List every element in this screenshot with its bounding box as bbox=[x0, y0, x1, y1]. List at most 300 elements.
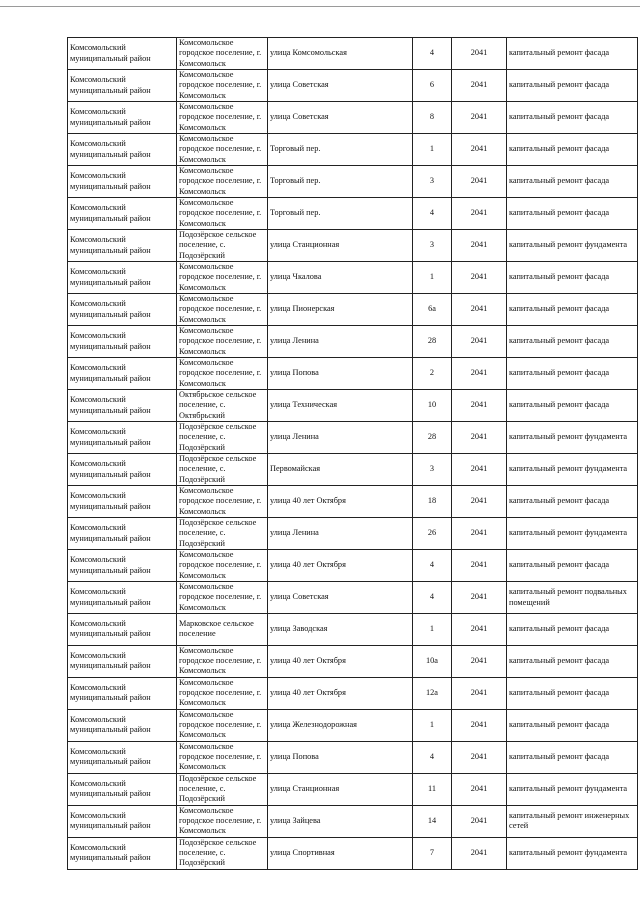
year-cell-text: 2041 bbox=[470, 368, 488, 378]
work-type-cell-text: капитальный ремонт фасада bbox=[509, 208, 610, 218]
street-cell-text: улица Комсомольская bbox=[270, 48, 347, 58]
settlement-cell-text: Подозёрское сельское поселение, с. Подозёрский bbox=[179, 454, 257, 484]
street-cell-text: улица Ленина bbox=[270, 336, 319, 346]
settlement-cell-text: Комсомольское городское поселение, г. Комсомольск bbox=[179, 262, 262, 292]
house-number-cell bbox=[413, 614, 452, 646]
street-cell-text: улица Ленина bbox=[270, 528, 319, 538]
house-number-cell-text: 28 bbox=[427, 336, 437, 346]
work-type-cell bbox=[507, 486, 638, 518]
settlement-cell-text: Комсомольское городское поселение, г. Комсомольск bbox=[179, 582, 262, 612]
settlement-cell-text: Подозёрское сельское поселение, с. Подозёрский bbox=[179, 230, 257, 260]
district-cell bbox=[68, 422, 177, 454]
work-type-cell bbox=[507, 70, 638, 102]
year-cell-text: 2041 bbox=[470, 336, 488, 346]
house-number-cell bbox=[413, 390, 452, 422]
table-row bbox=[68, 102, 638, 134]
street-cell bbox=[268, 518, 413, 550]
district-cell bbox=[68, 709, 177, 741]
house-number-cell bbox=[413, 230, 452, 262]
work-type-cell bbox=[507, 166, 638, 198]
street-cell-text: улица 40 лет Октября bbox=[270, 496, 346, 506]
house-number-cell bbox=[413, 645, 452, 677]
street-cell bbox=[268, 614, 413, 646]
house-number-cell bbox=[413, 550, 452, 582]
district-cell-text: Комсомольский муниципальный район bbox=[70, 75, 151, 95]
house-number-cell-text: 4 bbox=[429, 208, 435, 218]
district-cell bbox=[68, 741, 177, 773]
district-cell bbox=[68, 550, 177, 582]
year-cell bbox=[452, 422, 507, 454]
street-cell bbox=[268, 166, 413, 198]
street-cell-text: улица Заводская bbox=[270, 624, 328, 634]
year-cell-text: 2041 bbox=[470, 624, 488, 634]
house-number-cell bbox=[413, 326, 452, 358]
year-cell bbox=[452, 582, 507, 614]
street-cell-text: улица Зайцева bbox=[270, 815, 321, 825]
district-cell bbox=[68, 38, 177, 70]
year-cell bbox=[452, 741, 507, 773]
work-type-cell-text: капитальный ремонт фасада bbox=[509, 655, 610, 665]
year-cell bbox=[452, 454, 507, 486]
settlement-cell bbox=[177, 677, 268, 709]
work-type-cell-text: капитальный ремонт фундамента bbox=[509, 464, 628, 474]
table-row bbox=[68, 198, 638, 230]
table-row bbox=[68, 741, 638, 773]
house-number-cell-text: 1 bbox=[429, 624, 435, 634]
year-cell bbox=[452, 262, 507, 294]
settlement-cell-text: Комсомольское городское поселение, г. Комсомольск bbox=[179, 550, 262, 580]
year-cell-text: 2041 bbox=[470, 687, 488, 697]
house-number-cell bbox=[413, 805, 452, 837]
year-cell-text: 2041 bbox=[470, 208, 488, 218]
year-cell bbox=[452, 645, 507, 677]
settlement-cell bbox=[177, 390, 268, 422]
table-row bbox=[68, 230, 638, 262]
table-row bbox=[68, 454, 638, 486]
repair-schedule-table bbox=[67, 37, 638, 870]
street-cell bbox=[268, 454, 413, 486]
year-cell bbox=[452, 102, 507, 134]
district-cell-text: Комсомольский муниципальный район bbox=[70, 842, 151, 862]
house-number-cell bbox=[413, 422, 452, 454]
table-row bbox=[68, 550, 638, 582]
settlement-cell bbox=[177, 326, 268, 358]
district-cell-text: Комсомольский муниципальный район bbox=[70, 523, 151, 543]
house-number-cell-text: 1 bbox=[429, 719, 435, 729]
settlement-cell bbox=[177, 70, 268, 102]
work-type-cell bbox=[507, 102, 638, 134]
street-cell bbox=[268, 582, 413, 614]
table-row bbox=[68, 773, 638, 805]
street-cell-text: улица Попова bbox=[270, 368, 319, 378]
street-cell bbox=[268, 198, 413, 230]
street-cell-text: улица Станционная bbox=[270, 240, 340, 250]
work-type-cell bbox=[507, 358, 638, 390]
settlement-cell bbox=[177, 645, 268, 677]
settlement-cell bbox=[177, 837, 268, 869]
settlement-cell bbox=[177, 741, 268, 773]
work-type-cell bbox=[507, 677, 638, 709]
district-cell-text: Комсомольский муниципальный район bbox=[70, 139, 151, 159]
settlement-cell-text: Комсомольское городское поселение, г. Комсомольск bbox=[179, 166, 262, 196]
work-type-cell-text: капитальный ремонт фундамента bbox=[509, 847, 628, 857]
district-cell bbox=[68, 102, 177, 134]
district-cell-text: Комсомольский муниципальный район bbox=[70, 363, 151, 383]
work-type-cell-text: капитальный ремонт фасада bbox=[509, 336, 610, 346]
street-cell bbox=[268, 38, 413, 70]
house-number-cell bbox=[413, 741, 452, 773]
district-cell bbox=[68, 837, 177, 869]
settlement-cell bbox=[177, 709, 268, 741]
district-cell bbox=[68, 70, 177, 102]
district-cell bbox=[68, 645, 177, 677]
house-number-cell-text: 6а bbox=[428, 304, 436, 314]
district-cell-text: Комсомольский муниципальный район bbox=[70, 618, 151, 639]
scan-top-edge bbox=[0, 6, 640, 7]
street-cell-text: улица Станционная bbox=[270, 783, 340, 793]
table-row bbox=[68, 422, 638, 454]
work-type-cell-text: капитальный ремонт фасада bbox=[509, 48, 610, 58]
year-cell bbox=[452, 358, 507, 390]
house-number-cell bbox=[413, 166, 452, 198]
house-number-cell-text: 8 bbox=[429, 112, 435, 122]
street-cell-text: улица Техническая bbox=[270, 400, 338, 410]
house-number-cell-text: 1 bbox=[429, 144, 435, 154]
year-cell bbox=[452, 837, 507, 869]
work-type-cell bbox=[507, 198, 638, 230]
settlement-cell-text: Подозёрское сельское поселение, с. Подозёрский bbox=[179, 773, 257, 804]
settlement-cell bbox=[177, 454, 268, 486]
street-cell bbox=[268, 677, 413, 709]
street-cell-text: Первомайская bbox=[270, 464, 321, 474]
street-cell bbox=[268, 709, 413, 741]
work-type-cell bbox=[507, 837, 638, 869]
street-cell bbox=[268, 326, 413, 358]
street-cell-text: улица Советская bbox=[270, 80, 329, 90]
house-number-cell bbox=[413, 102, 452, 134]
district-cell-text: Комсомольский муниципальный район bbox=[70, 778, 151, 798]
street-cell-text: улица Чкалова bbox=[270, 272, 322, 282]
street-cell bbox=[268, 390, 413, 422]
year-cell bbox=[452, 326, 507, 358]
street-cell-text: улица Попова bbox=[270, 751, 319, 761]
house-number-cell-text: 3 bbox=[429, 176, 435, 186]
street-cell-text: улица Железнодорожная bbox=[270, 719, 357, 729]
district-cell bbox=[68, 486, 177, 518]
district-cell bbox=[68, 805, 177, 837]
house-number-cell bbox=[413, 709, 452, 741]
table-row bbox=[68, 614, 638, 646]
house-number-cell bbox=[413, 582, 452, 614]
street-cell bbox=[268, 773, 413, 805]
house-number-cell-text: 7 bbox=[429, 847, 435, 857]
district-cell bbox=[68, 518, 177, 550]
house-number-cell bbox=[413, 677, 452, 709]
settlement-cell-text: Комсомольское городское поселение, г. Комсомольск bbox=[179, 38, 262, 68]
year-cell-text: 2041 bbox=[470, 432, 488, 442]
work-type-cell-text: капитальный ремонт фасада bbox=[509, 272, 610, 282]
district-cell-text: Комсомольский муниципальный район bbox=[70, 555, 151, 575]
settlement-cell bbox=[177, 614, 268, 646]
house-number-cell bbox=[413, 837, 452, 869]
work-type-cell-text: капитальный ремонт фундамента bbox=[509, 783, 628, 793]
table-row bbox=[68, 294, 638, 326]
street-cell-text: Торговый пер. bbox=[270, 208, 321, 218]
year-cell bbox=[452, 134, 507, 166]
work-type-cell bbox=[507, 454, 638, 486]
house-number-cell-text: 18 bbox=[427, 496, 437, 506]
year-cell-text: 2041 bbox=[470, 464, 488, 474]
settlement-cell-text: Комсомольское городское поселение, г. Комсомольск bbox=[179, 805, 262, 836]
street-cell-text: улица 40 лет Октября bbox=[270, 560, 346, 570]
street-cell bbox=[268, 262, 413, 294]
year-cell bbox=[452, 198, 507, 230]
street-cell-text: Торговый пер. bbox=[270, 144, 321, 154]
work-type-cell bbox=[507, 645, 638, 677]
district-cell-text: Комсомольский муниципальный район bbox=[70, 587, 151, 607]
district-cell-text: Комсомольский муниципальный район bbox=[70, 682, 151, 702]
document-page bbox=[67, 37, 630, 870]
year-cell-text: 2041 bbox=[470, 592, 488, 602]
settlement-cell-text: Комсомольское городское поселение, г. Комсомольск bbox=[179, 741, 262, 772]
district-cell bbox=[68, 390, 177, 422]
street-cell-text: Торговый пер. bbox=[270, 176, 321, 186]
district-cell-text: Комсомольский муниципальный район bbox=[70, 107, 151, 127]
house-number-cell bbox=[413, 198, 452, 230]
work-type-cell bbox=[507, 134, 638, 166]
district-cell-text: Комсомольский муниципальный район bbox=[70, 427, 151, 447]
work-type-cell-text: капитальный ремонт фасада bbox=[509, 719, 610, 729]
street-cell-text: улица 40 лет Октября bbox=[270, 687, 346, 697]
house-number-cell-text: 11 bbox=[428, 783, 436, 793]
street-cell bbox=[268, 550, 413, 582]
year-cell-text: 2041 bbox=[470, 80, 488, 90]
year-cell bbox=[452, 390, 507, 422]
street-cell bbox=[268, 486, 413, 518]
house-number-cell bbox=[413, 294, 452, 326]
settlement-cell bbox=[177, 422, 268, 454]
house-number-cell bbox=[413, 518, 452, 550]
year-cell-text: 2041 bbox=[470, 496, 488, 506]
house-number-cell-text: 2 bbox=[429, 368, 435, 378]
settlement-cell-text: Комсомольское городское поселение, г. Комсомольск bbox=[179, 645, 262, 676]
district-cell-text: Комсомольский муниципальный район bbox=[70, 491, 151, 511]
year-cell-text: 2041 bbox=[470, 815, 488, 825]
table-row bbox=[68, 518, 638, 550]
street-cell bbox=[268, 741, 413, 773]
year-cell-text: 2041 bbox=[470, 655, 488, 665]
house-number-cell-text: 28 bbox=[427, 432, 437, 442]
house-number-cell-text: 26 bbox=[427, 528, 437, 538]
settlement-cell-text: Комсомольское городское поселение, г. Комсомольск bbox=[179, 326, 262, 356]
work-type-cell bbox=[507, 326, 638, 358]
work-type-cell-text: капитальный ремонт фундамента bbox=[509, 528, 628, 538]
district-cell bbox=[68, 358, 177, 390]
work-type-cell bbox=[507, 582, 638, 614]
table-row bbox=[68, 645, 638, 677]
street-cell-text: улица Советская bbox=[270, 112, 329, 122]
settlement-cell bbox=[177, 102, 268, 134]
house-number-cell-text: 1 bbox=[429, 272, 435, 282]
year-cell bbox=[452, 70, 507, 102]
work-type-cell bbox=[507, 38, 638, 70]
district-cell-text: Комсомольский муниципальный район bbox=[70, 459, 151, 479]
street-cell-text: улица Ленина bbox=[270, 432, 319, 442]
house-number-cell bbox=[413, 262, 452, 294]
district-cell-text: Комсомольский муниципальный район bbox=[70, 267, 151, 287]
year-cell-text: 2041 bbox=[470, 560, 488, 570]
settlement-cell bbox=[177, 294, 268, 326]
settlement-cell-text: Марковское сельское поселение bbox=[179, 618, 254, 639]
year-cell-text: 2041 bbox=[470, 400, 488, 410]
work-type-cell bbox=[507, 614, 638, 646]
settlement-cell bbox=[177, 582, 268, 614]
year-cell-text: 2041 bbox=[470, 847, 488, 857]
house-number-cell-text: 3 bbox=[429, 464, 435, 474]
settlement-cell-text: Комсомольское городское поселение, г. Комсомольск bbox=[179, 709, 262, 740]
street-cell bbox=[268, 294, 413, 326]
street-cell bbox=[268, 422, 413, 454]
house-number-cell-text: 4 bbox=[429, 751, 435, 761]
street-cell bbox=[268, 358, 413, 390]
street-cell bbox=[268, 230, 413, 262]
year-cell bbox=[452, 773, 507, 805]
table-row bbox=[68, 390, 638, 422]
work-type-cell bbox=[507, 262, 638, 294]
settlement-cell-text: Комсомольское городское поселение, г. Комсомольск bbox=[179, 677, 262, 708]
district-cell bbox=[68, 773, 177, 805]
table-row bbox=[68, 326, 638, 358]
district-cell bbox=[68, 614, 177, 646]
year-cell-text: 2041 bbox=[470, 783, 488, 793]
house-number-cell-text: 6 bbox=[429, 80, 435, 90]
house-number-cell-text: 4 bbox=[429, 48, 435, 58]
work-type-cell-text: капитальный ремонт фасада bbox=[509, 751, 610, 761]
settlement-cell bbox=[177, 805, 268, 837]
district-cell-text: Комсомольский муниципальный район bbox=[70, 235, 151, 255]
table-row bbox=[68, 38, 638, 70]
district-cell-text: Комсомольский муниципальный район bbox=[70, 331, 151, 351]
table-row bbox=[68, 358, 638, 390]
table-row bbox=[68, 709, 638, 741]
house-number-cell-text: 10а bbox=[426, 655, 438, 665]
district-cell-text: Комсомольский муниципальный район bbox=[70, 746, 151, 766]
work-type-cell-text: капитальный ремонт фундамента bbox=[509, 240, 628, 250]
district-cell-text: Комсомольский муниципальный район bbox=[70, 171, 151, 191]
work-type-cell-text: капитальный ремонт подвальных помещений bbox=[509, 587, 627, 607]
work-type-cell-text: капитальный ремонт фундамента bbox=[509, 432, 628, 442]
work-type-cell bbox=[507, 550, 638, 582]
house-number-cell-text: 4 bbox=[429, 592, 435, 602]
table-row bbox=[68, 805, 638, 837]
settlement-cell bbox=[177, 358, 268, 390]
work-type-cell-text: капитальный ремонт фасада bbox=[509, 368, 610, 378]
year-cell-text: 2041 bbox=[470, 112, 488, 122]
district-cell bbox=[68, 262, 177, 294]
house-number-cell-text: 4 bbox=[429, 560, 435, 570]
work-type-cell bbox=[507, 422, 638, 454]
house-number-cell-text: 3 bbox=[429, 240, 435, 250]
year-cell bbox=[452, 38, 507, 70]
settlement-cell-text: Комсомольское городское поселение, г. Комсомольск bbox=[179, 134, 262, 164]
settlement-cell bbox=[177, 518, 268, 550]
settlement-cell bbox=[177, 773, 268, 805]
work-type-cell-text: капитальный ремонт фасада bbox=[509, 624, 610, 634]
street-cell-text: улица Пионерская bbox=[270, 304, 335, 314]
district-cell bbox=[68, 166, 177, 198]
house-number-cell bbox=[413, 773, 452, 805]
work-type-cell bbox=[507, 773, 638, 805]
settlement-cell-text: Комсомольское городское поселение, г. Комсомольск bbox=[179, 70, 262, 100]
year-cell-text: 2041 bbox=[470, 304, 488, 314]
work-type-cell-text: капитальный ремонт фасада bbox=[509, 176, 610, 186]
work-type-cell-text: капитальный ремонт фасада bbox=[509, 112, 610, 122]
district-cell-text: Комсомольский муниципальный район bbox=[70, 714, 151, 734]
work-type-cell bbox=[507, 709, 638, 741]
year-cell-text: 2041 bbox=[470, 528, 488, 538]
year-cell bbox=[452, 709, 507, 741]
table-row bbox=[68, 262, 638, 294]
year-cell bbox=[452, 614, 507, 646]
district-cell-text: Комсомольский муниципальный район bbox=[70, 299, 151, 319]
house-number-cell bbox=[413, 70, 452, 102]
table-row bbox=[68, 70, 638, 102]
settlement-cell bbox=[177, 550, 268, 582]
year-cell bbox=[452, 550, 507, 582]
year-cell bbox=[452, 166, 507, 198]
settlement-cell-text: Комсомольское городское поселение, г. Комсомольск bbox=[179, 486, 262, 516]
work-type-cell bbox=[507, 294, 638, 326]
work-type-cell-text: капитальный ремонт фасада bbox=[509, 560, 610, 570]
year-cell-text: 2041 bbox=[470, 144, 488, 154]
district-cell bbox=[68, 134, 177, 166]
district-cell bbox=[68, 326, 177, 358]
work-type-cell bbox=[507, 390, 638, 422]
year-cell bbox=[452, 230, 507, 262]
table-row bbox=[68, 166, 638, 198]
district-cell-text: Комсомольский муниципальный район bbox=[70, 810, 151, 830]
settlement-cell-text: Подозёрское сельское поселение, с. Подозёрский bbox=[179, 837, 257, 868]
street-cell bbox=[268, 645, 413, 677]
settlement-cell-text: Комсомольское городское поселение, г. Комсомольск bbox=[179, 294, 262, 324]
district-cell bbox=[68, 454, 177, 486]
house-number-cell bbox=[413, 486, 452, 518]
house-number-cell-text: 14 bbox=[427, 815, 437, 825]
settlement-cell-text: Комсомольское городское поселение, г. Комсомольск bbox=[179, 198, 262, 228]
street-cell bbox=[268, 134, 413, 166]
settlement-cell bbox=[177, 166, 268, 198]
table-row bbox=[68, 486, 638, 518]
street-cell-text: улица Советская bbox=[270, 592, 329, 602]
district-cell bbox=[68, 230, 177, 262]
year-cell bbox=[452, 518, 507, 550]
street-cell bbox=[268, 837, 413, 869]
work-type-cell-text: капитальный ремонт фасада bbox=[509, 496, 610, 506]
year-cell-text: 2041 bbox=[470, 719, 488, 729]
work-type-cell bbox=[507, 805, 638, 837]
work-type-cell-text: капитальный ремонт фасада bbox=[509, 304, 610, 314]
house-number-cell-text: 10 bbox=[427, 400, 437, 410]
year-cell bbox=[452, 677, 507, 709]
district-cell-text: Комсомольский муниципальный район bbox=[70, 203, 151, 223]
table-body bbox=[68, 38, 638, 870]
street-cell bbox=[268, 102, 413, 134]
table-row bbox=[68, 677, 638, 709]
work-type-cell bbox=[507, 230, 638, 262]
settlement-cell-text: Комсомольское городское поселение, г. Комсомольск bbox=[179, 358, 262, 388]
street-cell-text: улица 40 лет Октября bbox=[270, 655, 346, 665]
year-cell-text: 2041 bbox=[470, 176, 488, 186]
